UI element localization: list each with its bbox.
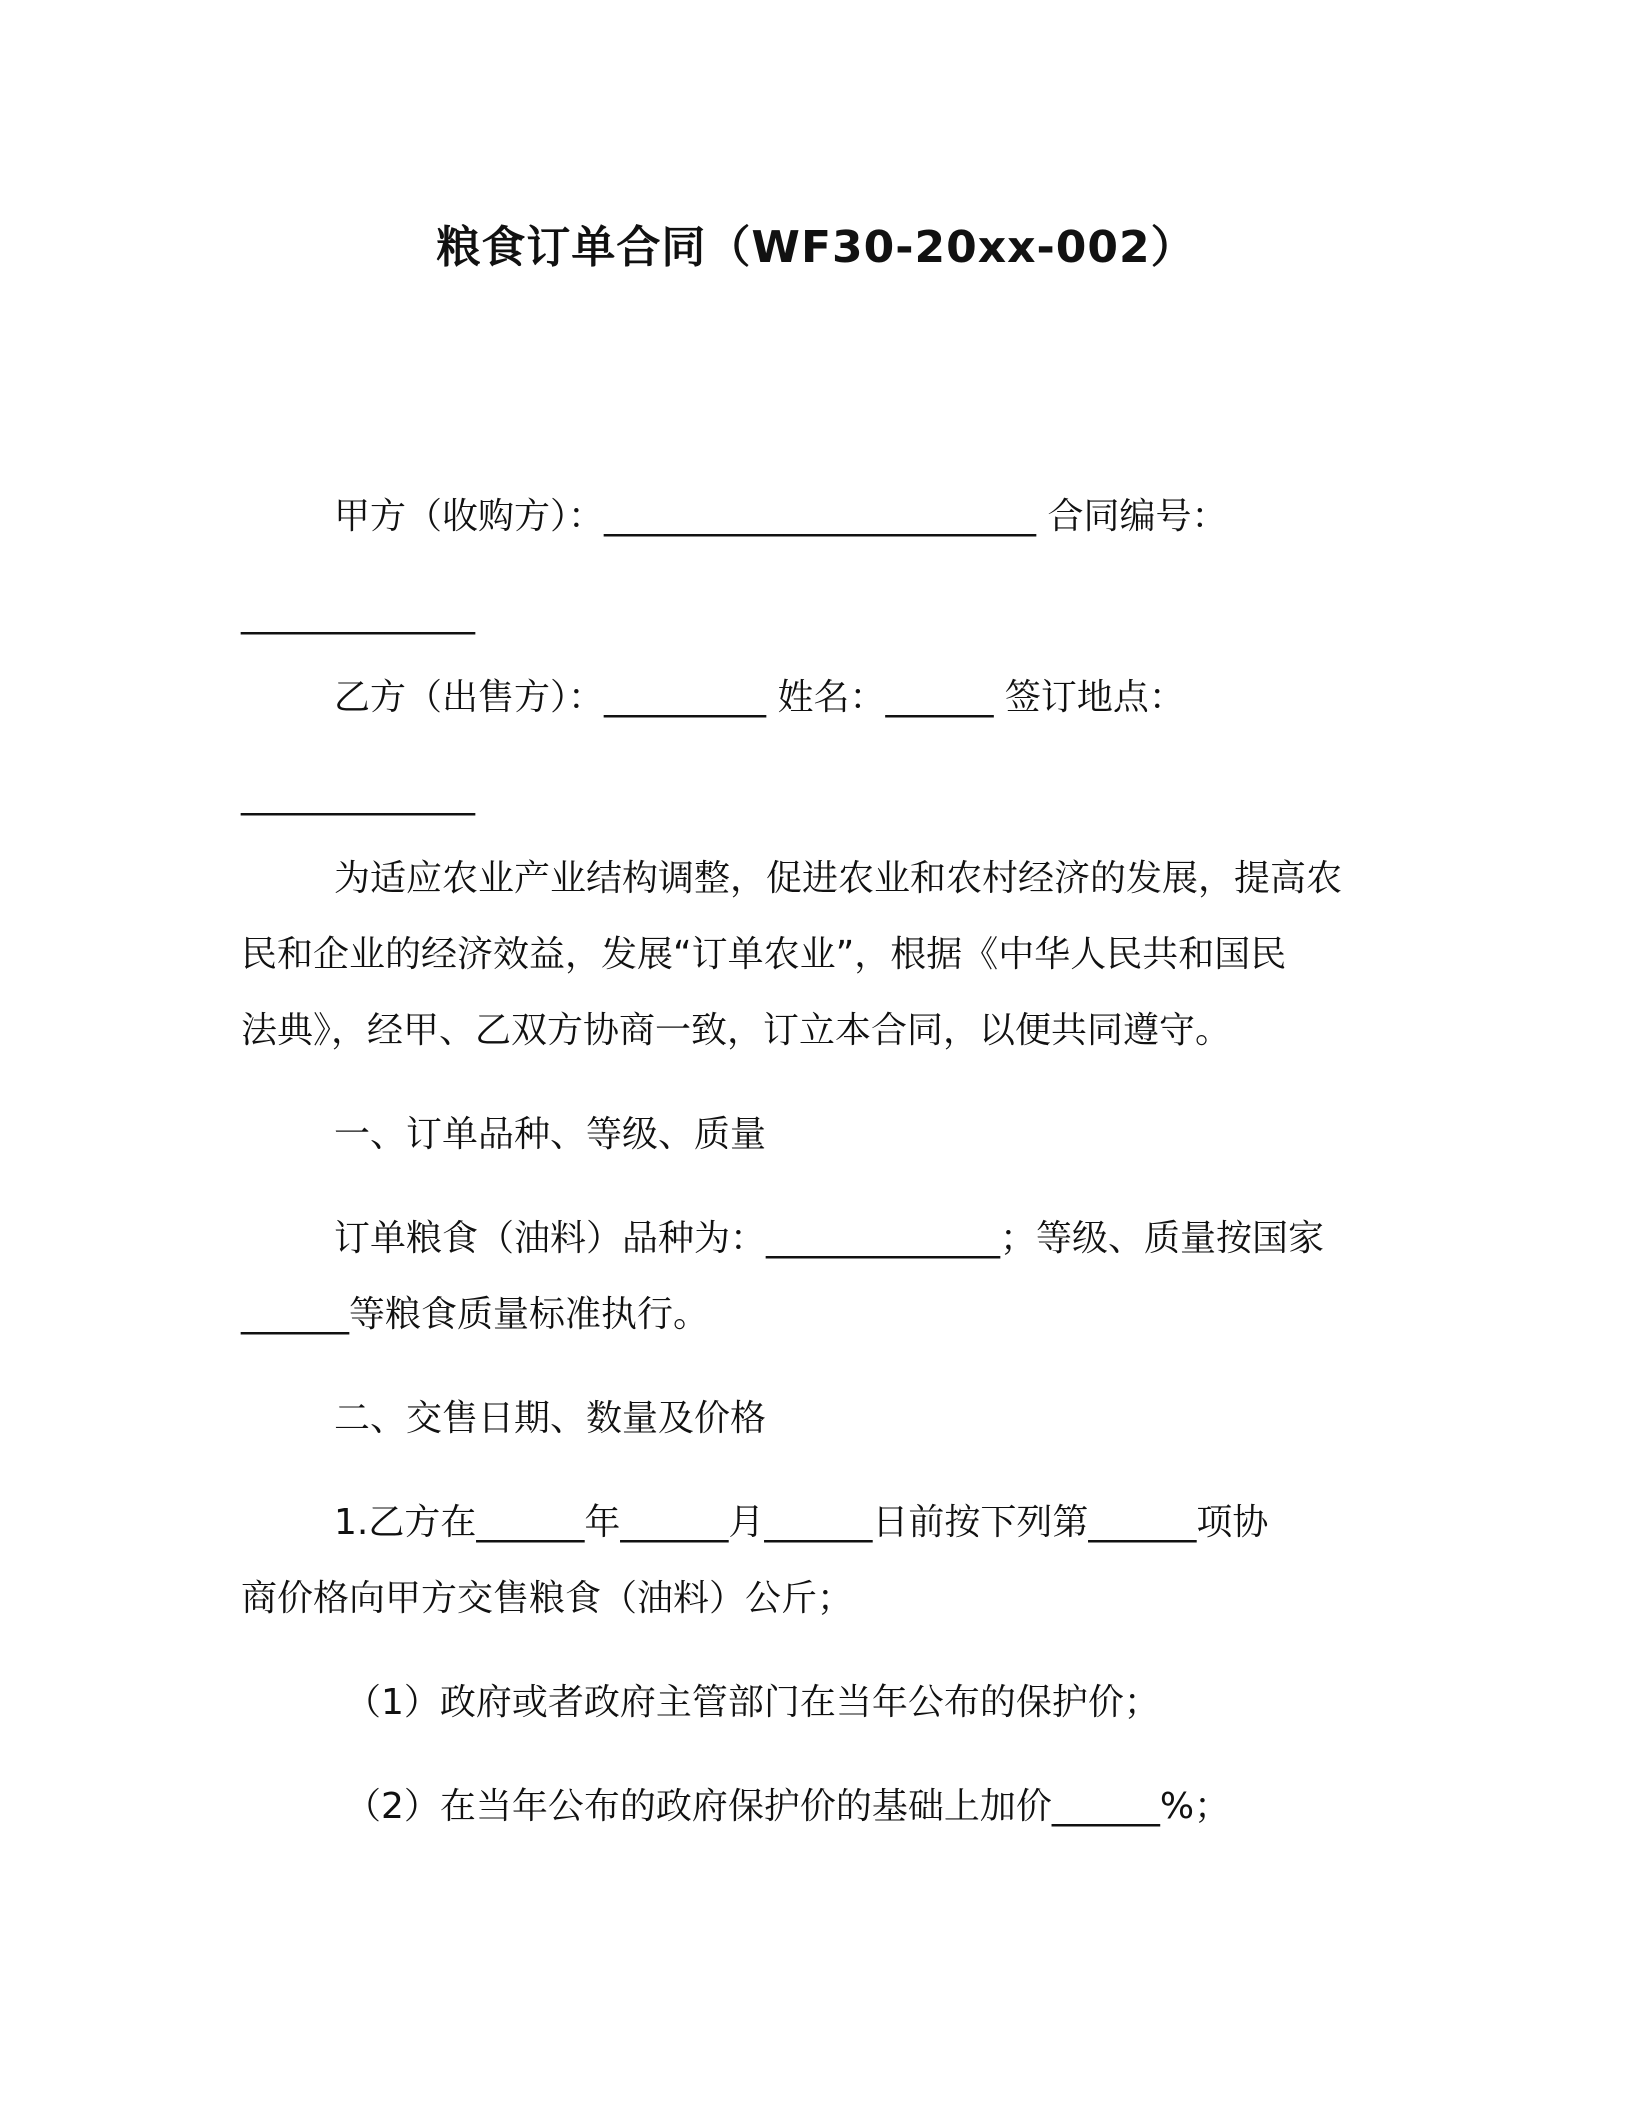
intro-paragraph-line-3: 法典》，经甲、乙双方协商一致，订立本合同，以便共同遵守。 (241, 1010, 1232, 1051)
party-b-line: 乙方（出售方）：_________ 姓名：______ 签订地点： (334, 677, 1185, 718)
section-1-paragraph-line-2: ______等粮食质量标准执行。 (241, 1294, 710, 1335)
party-b-continuation: _____________ (241, 775, 475, 816)
party-a-line: 甲方（收购方）：________________________ 合同编号： (334, 496, 1228, 537)
section-1-heading: 一、订单品种、等级、质量 (334, 1114, 767, 1155)
option-2: （2）在当年公布的政府保护价的基础上加价______%； (345, 1786, 1231, 1827)
party-a-continuation: _____________ (241, 594, 475, 635)
option-1: （1）政府或者政府主管部门在当年公布的保护价； (345, 1682, 1160, 1723)
item-1-line-2: 商价格向甲方交售粮食（油料）公斤； (241, 1578, 854, 1619)
intro-paragraph-line-1: 为适应农业产业结构调整，促进农业和农村经济的发展，提高农 (334, 858, 1343, 899)
section-1-paragraph-line-1: 订单粮食（油料）品种为：_____________；等级、质量按国家 (334, 1218, 1325, 1259)
document-title: 粮食订单合同（WF30-20xx-002） (436, 222, 1196, 273)
item-1-line-1: 1.乙方在______年______月______日前按下列第______项协 (334, 1502, 1269, 1543)
intro-paragraph-line-2: 民和企业的经济效益，发展“订单农业”，根据《中华人民共和国民 (241, 934, 1287, 975)
section-2-heading: 二、交售日期、数量及价格 (334, 1398, 767, 1439)
